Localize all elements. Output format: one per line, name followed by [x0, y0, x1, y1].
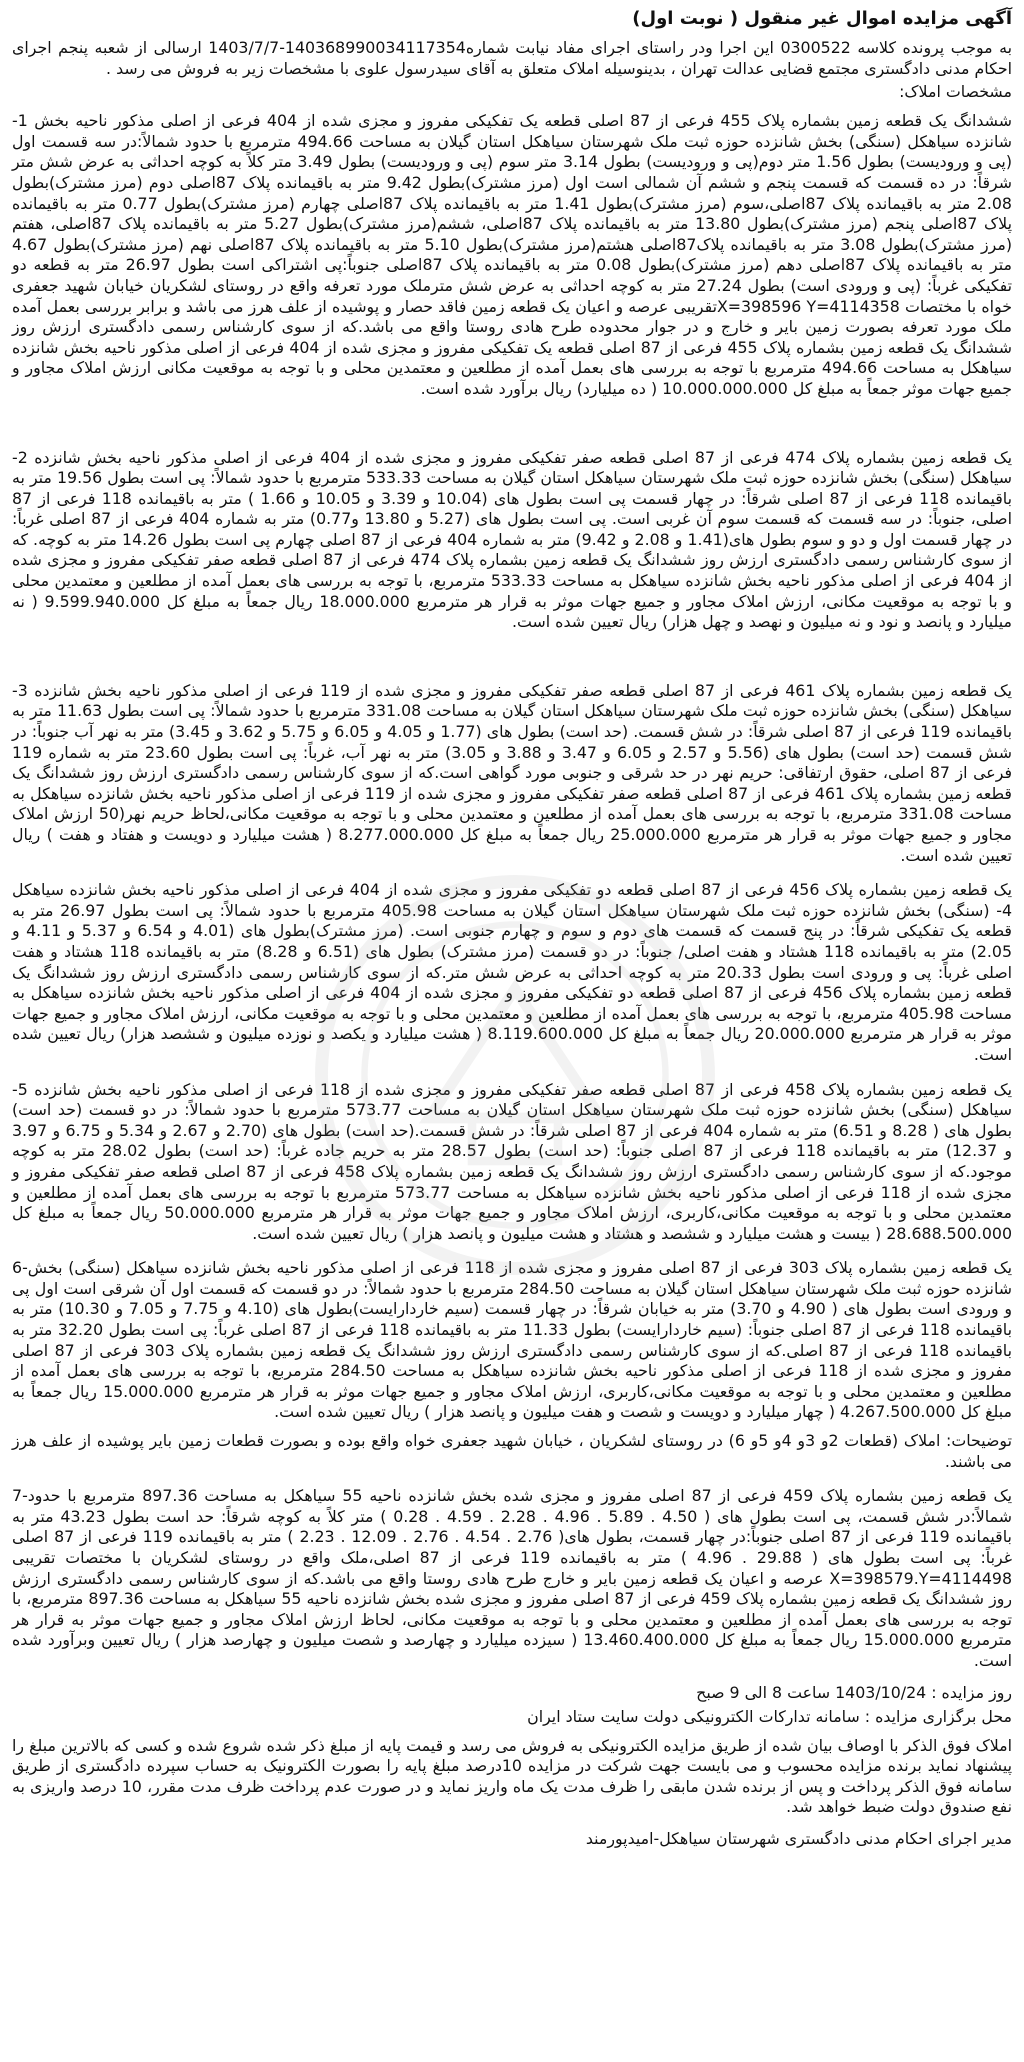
property-item-7: یک قطعه زمین بشماره پلاک 459 فرعی از 87 اصلی مفروز و مجزی شده بخش شانزده ناحیه 55 سیاهکل به مساحت 897.36 مترمربع با حدود-7 شمالاً:در شش قسمت، پی است بطول های ( 4.50 . 5.89 . 4.96 . 2.28 . 4.59 . 0.28 ) متر کلاً به کوچه شرقاً: حد است بطول 43.23 متر به باقیمانده 119 فرعی از 87 اصلی جنوباً:در چهار قسمت، بطول های( 2.76 . 4.54 . 2.76 . 12.09 . 2.23 ) متر به باقیمانده 119 فرعی از 87 اصلی غرباً: پی است بطول های ( 29.88 . 4.96 ) متر به باقیمانده 119 فرعی از 87 اصلی،ملک واقع در روستای لشکریان با مختصات تقریبی X=398579.Y=4114498 عرصه و اعیان یک قطعه زمین بایر و خارج طرح هادی روستا واقع می باشد.که از سوی کارشناس رسمی دادگستری ارزش روز ششدانگ یک قطعه زمین بشماره پلاک 459 فرعی از 87 اصلی مفروز و مجزی شده بخش شانزده ناحیه 55 سیاهکل به مساحت 897.36 مترمربع، با توجه به بررسی های بعمل آمده از مطلعین و معتمدین محلی و با توجه به موقعیت مکانی، لحاظ ارزش املاک مجاور و جمیع جهات موثر به قرار هر مترمربع 15.000.000 ریال جمعاً به مبلغ کل 13.460.400.000 ( سیزده میلیارد و چهارصد و شصت میلیون و چهارصد هزار ) ریال تعیین وبرآورد شده است.: [12, 1486, 1013, 1670]
property-item-1: ششدانگ یک قطعه زمین بشماره پلاک 455 فرعی از 87 اصلی قطعه یک تفکیکی مفروز و مجزی شده از 404 فرعی از اصلی مذکور ناحیه بخش 1- شانزده سیاهکل (سنگی) بخش شانزده حوزه ثبت ملک شهرستان سیاهکل استان گیلان به مساحت 494.66 مترمربع با حدود شمالاً:در سه قسمت اول (پی و ورودیست) بطول 1.56 متر دوم(پی و ورودیست) بطول 3.14 متر سوم (پی و ورودیست) بطول 3.49 متر کلاً به کوچه احداثی به عرض شش متر شرقاً: در ده قسمت که قسمت پنجم و ششم آن شمالی است اول (مرز مشترک)بطول 9.42 متر به باقیمانده پلاک 87اصلی دوم (مرز مشترک)بطول 2.08 متر به باقیمانده پلاک 87اصلی،سوم (مرز مشترک)بطول 1.41 متر به باقیمانده پلاک 87اصلی چهارم (مرز مشترک)بطول 0.77 متر به باقیمانده پلاک 87اصلی پنجم (مرز مشترک)بطول 13.80 متر به باقیمانده پلاک 87اصلی، ششم(مرز مشترک)بطول 5.27 متر به باقیمانده پلاک 87اصلی، هفتم (مرز مشترک)بطول 3.08 متر به باقیمانده پلاک87اصلی هشتم(مرز مشترک)بطول 5.10 متر به باقیمانده پلاک 87اصلی نهم (مرز مشترک)بطول 4.67 متر به باقیمانده پلاک 87اصلی دهم (مرز مشترک)بطول 0.08 متر به باقیمانده پلاک 87اصلی جنوباً:پی اشتراکی است بطول 26.97 متر به قطعه دو تفکیکی غرباً: (پی و ورودی است) بطول 27.24 متر به کوچه احداثی به عرض شش مترملک مورد تعرفه واقع در روستای لشکریان خیابان شهید جعفری خواه با مختصات X=398596 Y=4114358تقریبی عرصه و اعیان یک قطعه زمین فاقد حصار و پوشیده از علف هرز می باشد و برابر بررسی بعمل آمده ملک مورد تعرفه بصورت زمین بایر و خارج و در جوار محدوده طرح هادی روستا واقع می باشد.که از سوی کارشناس رسمی دادگستری ارزش روز ششدانگ یک قطعه زمین بشماره پلاک 455 فرعی از 87 اصلی قطعه یک تفکیکی مفروز و مجزی شده از 404 فرعی از اصلی مذکور ناحیه بخش شانزده سیاهکل به مساحت 494.66 مترمربع با توجه به بررسی های بعمل آمده از مطلعین و معتمدین محلی و با توجه به موقعیت مکانی ارزش املاک مجاور و جمیع جهات موثر جمعاً به مبلغ کل 10.000.000.000 ( ده میلیارد) ریال برآورد شده است.: [12, 111, 1013, 398]
property-item-2: یک قطعه زمین بشماره پلاک 474 فرعی از 87 اصلی قطعه صفر تفکیکی مفروز و مجزی شده از 404 فرعی از اصلی مذکور ناحیه بخش شانزده 2- سیاهکل (سنگی) بخش شانزده حوزه ثبت ملک شهرستان سیاهکل استان گیلان به مساحت 533.33 مترمربع با حدود شمالاً: پی است بطول 19.56 متر به باقیمانده 118 فرعی از 87 اصلی شرقاً: در چهار قسمت پی است بطول های (10.04 و 3.39 و 10.05 و 1.66 ) متر به باقیمانده 118 فرعی از 87 اصلی، جنوباً: در سه قسمت که قسمت سوم آن غربی است. پی است بطول های (5.27 و 13.80 و0.77) متر به شماره 404 فرعی از 87 اصلی غرباً: در چهار قسمت اول و دو و سوم بطول های(1.41 و 2.08 و 9.42) متر به شماره 404 فرعی از 87 اصلی چهارم پی است بطول 14.26 متر به کوچه. که از سوی کارشناس رسمی دادگستری ارزش روز ششدانگ یک قطعه زمین بشماره پلاک 474 فرعی از 87 اصلی قطعه صفر تفکیکی مفروز و مجزی شده از 404 فرعی از اصلی مذکور ناحیه بخش شانزده سیاهکل به مساحت 533.33 مترمربع، با توجه به بررسی های بعمل آمده از مطلعین و معتمدین محلی و با توجه به موقعیت مکانی، ارزش املاک مجاور و جمیع جهات موثر به قرار هر مترمربع 18.000.000 ریال جمعاً به مبلغ کل 9.599.940.000 ( نه میلیارد و پانصد و نود و نه میلیون و نهصد و چهل هزار) ریال تعیین شده است.: [12, 447, 1013, 632]
notice-title: آگهی مزایده اموال غیر منقول ( نوبت اول): [632, 8, 1012, 29]
property-item-6: یک قطعه زمین بشماره پلاک 303 فرعی از 87 اصلی مفروز و مجزی شده از 118 فرعی از اصلی مذکور ناحیه بخش شانزده سیاهکل (سنگی) بخش-6 شانزده حوزه ثبت ملک شهرستان سیاهکل استان گیلان به مساحت 284.50 مترمربع با حدود شمالاً: در دو قسمت که قسمت اول آن شرقی است اول پی و ورودی است بطول های ( 4.90 و 3.70) متر به خیابان شرقاً: در چهار قسمت (سیم خاردارایست)بطول های (4.10 و 7.75 و 7.05 و 10.30) متر به باقیمانده 118 فرعی از 87 اصلی جنوباً: (سیم خاردارایست) بطول 11.33 متر به باقیمانده 118 فرعی از 87 اصلی غرباً: پی است بطول 32.20 متر به باقیمانده 118 فرعی از 87 اصلی.که از سوی کارشناس رسمی دادگستری ارزش روز ششدانگ یک قطعه زمین بشماره پلاک 303 فرعی از 87 اصلی مفروز و مجزی شده از 118 فرعی از اصلی مذکور ناحیه بخش شانزده سیاهکل به مساحت 284.50 مترمربع، با توجه به بررسی های بعمل آمده از مطلعین و معتمدین محلی و با توجه به موقعیت مکانی،کاربری، ارزش املاک مجاور و جمیع جهات موثر به قرار هر مترمربع 15.000.000 ریال جمعاً به مبلغ کل 4.267.500.000 ( چهار میلیارد و دویست و شصت و هفت میلیون و پانصد هزار ) ریال تعیین شده است.: [12, 1258, 1013, 1422]
notes-paragraph: توضیحات: املاک (قطعات 2و 3و 4و 5و 6) در روستای لشکریان ، خیابان شهید جعفری خواه واقع بوده و بصورت قطعات زمین بایر پوشیده از علف هرز می باشند.: [12, 1431, 1012, 1471]
specs-label: مشخصات املاک:: [899, 82, 1012, 102]
auction-place: محل برگزاری مزایده : سامانه تدارکات الکترونیکی دولت سایت ستاد ایران: [527, 1706, 1012, 1726]
signature-line: مدیر اجرای احکام مدنی دادگستری شهرستان سیاهکل-امیدپورمند: [585, 1828, 1012, 1848]
auction-day: روز مزایده : 1403/10/24 ساعت 8 الی 9 صبح: [696, 1682, 1012, 1702]
property-item-5: یک قطعه زمین بشماره پلاک 458 فرعی از 87 اصلی قطعه صفر تفکیکی مفروز و مجزی شده از 118 فرعی از اصلی مذکور ناحیه بخش شانزده 5- سیاهکل (سنگی) بخش شانزده حوزه ثبت ملک شهرستان سیاهکل استان گیلان به مساحت 573.77 مترمربع با حدود شمالاً: در دو قسمت (حد است) بطول های ( 8.28 و 6.51) متر به شماره 404 فرعی از 87 اصلی شرقاً: در شش قسمت.(حد است) بطول های (2.70 و 2.67 و 5.34 و 6.75 و 3.97 و 12.37) متر به باقیمانده 118 فرعی از 87 اصلی جنوباً: (حد است) بطول 28.57 متر به حریم جاده غرباً: (حد است) بطول 28.02 متر به کوچه موجود.که از سوی کارشناس رسمی دادگستری ارزش روز ششدانگ یک قطعه زمین بشماره پلاک 458 فرعی از 87 اصلی قطعه صفر تفکیکی مفروز و مجزی شده از 118 فرعی از اصلی مذکور ناحیه بخش شانزده سیاهکل به مساحت 573.77 مترمربع با توجه به بررسی های بعمل آمده از مطلعین و معتمدین محلی و با توجه به موقعیت مکانی،کاربری، ارزش املاک مجاور و جمیع جهات موثر به قرار هر مترمربع 50.000.000 ریال جمعاً به مبلغ کل 28.688.500.000 ( بیست و هشت میلیارد و ششصد و هشتاد و هشت میلیون و پانصد هزار ) ریال تعیین شده است.: [12, 1079, 1013, 1243]
intro-paragraph: به موجب پرونده کلاسه 0300522 این اجرا ودر راستای اجرای مفاد نیابت شماره140368990034117354-1403/7/7 ارسالی از شعبه پنجم اجرای احکام مدنی دادگستری مجتمع قضایی عدالت تهران ، بدینوسیله املاک متعلق به آقای سیدرسول علوی با مشخصات زیر به فروش می رسد .: [12, 38, 1012, 78]
auction-terms: املاک فوق الذکر با اوصاف بیان شده از طریق مزایده الکترونیکی به فروش می رسد و قیمت پایه از مبلغ ذکر شده شروع شده و کسی که بالاترین مبلغ را پیشنهاد نماید برنده مزایده محسوب و می بایست جهت شرکت در مزایده 10درصد مبلغ پایه را بصورت الکترونیک به حساب سپرده دادگستری از طریق سامانه فوق الذکر پرداخت و پس از برنده شدن مابقی را ظرف مدت یک ماه واریز نماید و در صورت عدم پرداخت ظرف مدت مقرر، 10 درصد واریزی به نفع صندوق دولت ضبط خواهد شد.: [12, 1735, 1013, 1817]
property-item-4: یک قطعه زمین بشماره پلاک 456 فرعی از 87 اصلی قطعه دو تفکیکی مفروز و مجزی شده از 404 فرعی از اصلی مذکور ناحیه بخش شانزده سیاهکل 4- (سنگی) بخش شانزده حوزه ثبت ملک شهرستان سیاهکل استان گیلان به مساحت 405.98 مترمربع با حدود شمالاً: پی است بطول 26.97 متر به قطعه یک تفکیکی شرقاً: در پنج قسمت که قسمت های دوم و سوم و چهارم جنوبی است. (مرز مشترک)بطول های (4.01 و 6.54 و 5.37 و 4.11 و 2.05) متر به باقیمانده 118 هشتاد و هفت اصلی/ جنوباً: در دو قسمت (مرز مشترک) بطول های (6.51 و 8.28) متر به باقیمانده 118 هشتاد و هفت اصلی غرباً: پی و ورودی است بطول 20.33 متر به کوچه احداثی به عرض شش متر.که از سوی کارشناس رسمی دادگستری ارزش روز ششدانگ یک قطعه زمین بشماره پلاک 456 فرعی از 87 اصلی قطعه دو تفکیکی مفروز و مجزی شده از 404 فرعی از اصلی مذکور ناحیه بخش شانزده سیاهکل به مساحت 405.98 مترمربع، با توجه به بررسی های بعمل آمده از مطلعین و معتمدین محلی و با توجه به موقعیت مکانی، ارزش املاک مجاور و جمیع جهات موثر به قرار هر مترمربع 20.000.000 ریال جمعاً به مبلغ کل 8.119.600.000 ( هشت میلیارد و یکصد و نوزده میلیون و ششصد هزار) ریال تعیین شده است.: [12, 880, 1013, 1064]
property-item-3: یک قطعه زمین بشماره پلاک 461 فرعی از 87 اصلی قطعه صفر تفکیکی مفروز و مجزی شده از 119 فرعی از اصلی مذکور ناحیه بخش شانزده 3- سیاهکل (سنگی) بخش شانزده حوزه ثبت ملک شهرستان سیاهکل استان گیلان به مساحت 331.08 مترمربع با حدود شمالاً: پی است بطول 11.63 متر به باقیمانده 119 فرعی از 87 اصلی شرقاً: در شش قسمت. (حد است) بطول های (1.77 و 4.05 و 6.05 و 5.75 و 3.62 و 3.45) متر به نهر آب جنوباً: در شش قسمت (حد است) بطول های (5.56 و 2.57 و 6.05 و 3.47 و 3.88 و 3.05) متر به نهر آب، غرباً: پی است بطول 23.60 متر به شماره 119 فرعی از 87 اصلی، حقوق ارتفاقی: حریم نهر در حد شرقی و جنوبی مورد گواهی است.که از سوی کارشناس رسمی دادگستری ارزش روز ششدانگ یک قطعه زمین بشماره پلاک 461 فرعی از 87 اصلی قطعه صفر تفکیکی مفروز و مجزی شده از 119 فرعی از اصلی مذکور ناحیه بخش شانزده سیاهکل به مساحت 331.08 مترمربع، با توجه به بررسی های بعمل آمده از مطلعین و معتمدین محلی و با توجه به موقعیت مکانی،لحاظ حریم نهر(50 ارزش املاک مجاور و جمیع جهات موثر به قرار هر مترمربع 25.000.000 ریال جمعاً به مبلغ کل 8.277.000.000 ( هشت میلیارد و دویست و هفتاد و هفت ) ریال تعیین شده است.: [12, 680, 1013, 865]
